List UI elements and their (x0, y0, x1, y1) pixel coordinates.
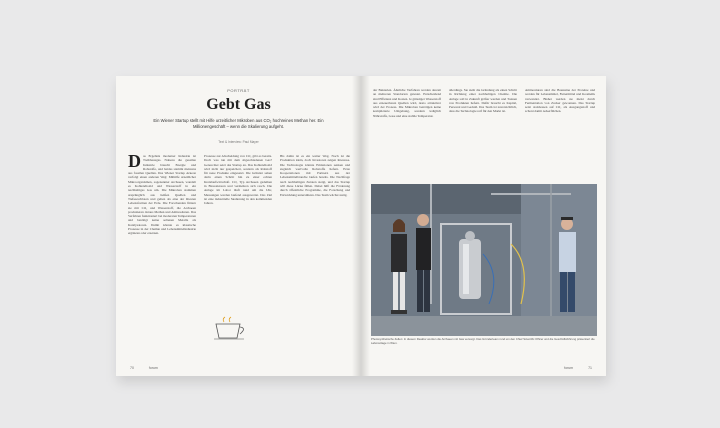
page-footer-right (564, 366, 592, 370)
article-byline: Text & Interview: Paul Mayer (218, 140, 259, 144)
right-page (361, 76, 606, 376)
article-deck: Ein Wiener Startup stellt mit Hilfe urzeitlicher Mikroben aus CO₂ hochreines Methan her. Ein Millionengeschäft – wenn die Skalierung aufgeht. (153, 118, 324, 129)
text-column-2 (449, 88, 517, 180)
lab-scene-image (371, 184, 597, 336)
column-3-text: Aminosäuren sind die Bausteine der Proteine und werden für Lebensmittel, Futtermittel und Kosmetik verwendet. Bisher werden sie meist durch Fermentation von Zucker gewonnen. Das Startup setzt stattdessen auf CO₂ als Ausgangsstoff und schont damit Ackerflächen. (525, 88, 595, 114)
page-footer-left (130, 366, 158, 370)
section-rubric: PORTRÄT (227, 88, 250, 93)
page-number: 70 (130, 366, 134, 370)
page-number: 71 (588, 366, 592, 370)
text-column-1 (128, 154, 196, 364)
footer-brand: forum (564, 366, 574, 370)
article-headline: Gebt Gas (206, 96, 271, 113)
column-2-text: Prozesse zur Abscheidung von CO₂ gibt es bereits. Doch was tun mit dem abgeschiedenen Gas? Genau hier setzt das Startup an. Das Kohlendioxid wird nicht nur gespeichert, sondern als Rohstoff für neue Produkte eingesetzt. Die Gründer sehen darin einen Schritt hin zu einer echten Kreislaufwirtschaft. CO₂ Typ Archaeen gedeihen in Bioreaktoren und vermehren sich rasch. Die Anlage im Labor läuft rund um die Uhr, Messungen werden laufend ausgewertet. Das Ziel ist eine industrielle Skalierung in den kommenden Jahren. (204, 154, 272, 206)
footer-brand: forum (148, 366, 158, 370)
text-column-3 (280, 154, 350, 364)
drop-cap: D (128, 154, 141, 171)
text-column-2 (204, 154, 272, 312)
photo-caption: Photosynthetische Zellen: In diesem Reaktor werden die Archaeen mit Gas versorgt. Das Gründerteam rund um den Chief Scientific Officer und die Geschäftsführung präsentiert die Laboranlage in Wien. (371, 337, 595, 345)
lab-photo (371, 184, 597, 336)
column-3-text: Bis dahin ist es ein weiter Weg. Noch ist die Produktion klein, doch Investoren zeigen Interesse. Die Technologie könnte Emissionen senken und zugleich wertvolle Rohstoffe liefern. Erste Kooperationen mit Partnern aus der Lebensmittelbranche laufen bereits. Die Nachfrage nach nachhaltigen Zutaten steigt, und das Startup will diese Lücke füllen. Dabei hilft die Förderung durch öffentliche Programme, die Forschung und Entwicklung unterstützen. Das Team wächst stetig. (280, 154, 350, 197)
text-column-3 (525, 88, 595, 180)
text-column-1 (373, 88, 441, 180)
coffee-cup-illustration (210, 316, 250, 340)
column-2-text: allerdings. Sie sieht die Gründung als einen Schritt in Richtung einer nachhaltigen Chemie. Die Anlage soll in Zukunft größer werden und Tonnen von Produkten liefern. Dafür braucht es Kapital, Personal und Geduld. Das Team ist zuversichtlich, dass die Technologie reif für den Markt ist. (449, 88, 517, 114)
column-1-text: der Bakterien. Ähnliche Verfahren werden derzeit an mehreren Standorten getestet. Entscheidend sind Effizienz und Kosten. Je günstiger Wasserstoff aus erneuerbaren Quellen wird, desto attraktiver wird der Prozess. Die Mikroben benötigen keine komplizierte Umgebung, sondern lediglich Nährstoffe, Gase und eine stabile Temperatur. (373, 88, 441, 118)
column-1-text: as Ergebnis moderner Industrie ist Treibhausgas. Nahezu die gesamte Industrie braucht Energie und Rohstoffe, und beides stammt meistens aus fossilen Quellen. Das Wiener Startup Arkeon verfolgt einen anderen Weg: Mithilfe urzeitlicher Mikroorganismen, sogenannter Archaeen, wandelt es Kohlendioxid und Wasserstoff in ein nachhaltiges Gas um. Die Mikroben stammen ursprünglich aus heißen Quellen und Tiefseeschloten und gelten als eine der ältesten Lebensformen der Erde. Die Forschenden füttern sie mit CO₂ und Wasserstoff, die Archaeen produzieren daraus Methan und Aminosäuren. Das Verfahren funktioniert bei moderaten Temperaturen und benötigt keine seltenen Metalle als Katalysatoren. Damit könnte es klassische Prozesse in der Chemie und Lebensmittelindustrie ergänzen oder ersetzen. (128, 154, 196, 236)
left-page (116, 76, 361, 376)
